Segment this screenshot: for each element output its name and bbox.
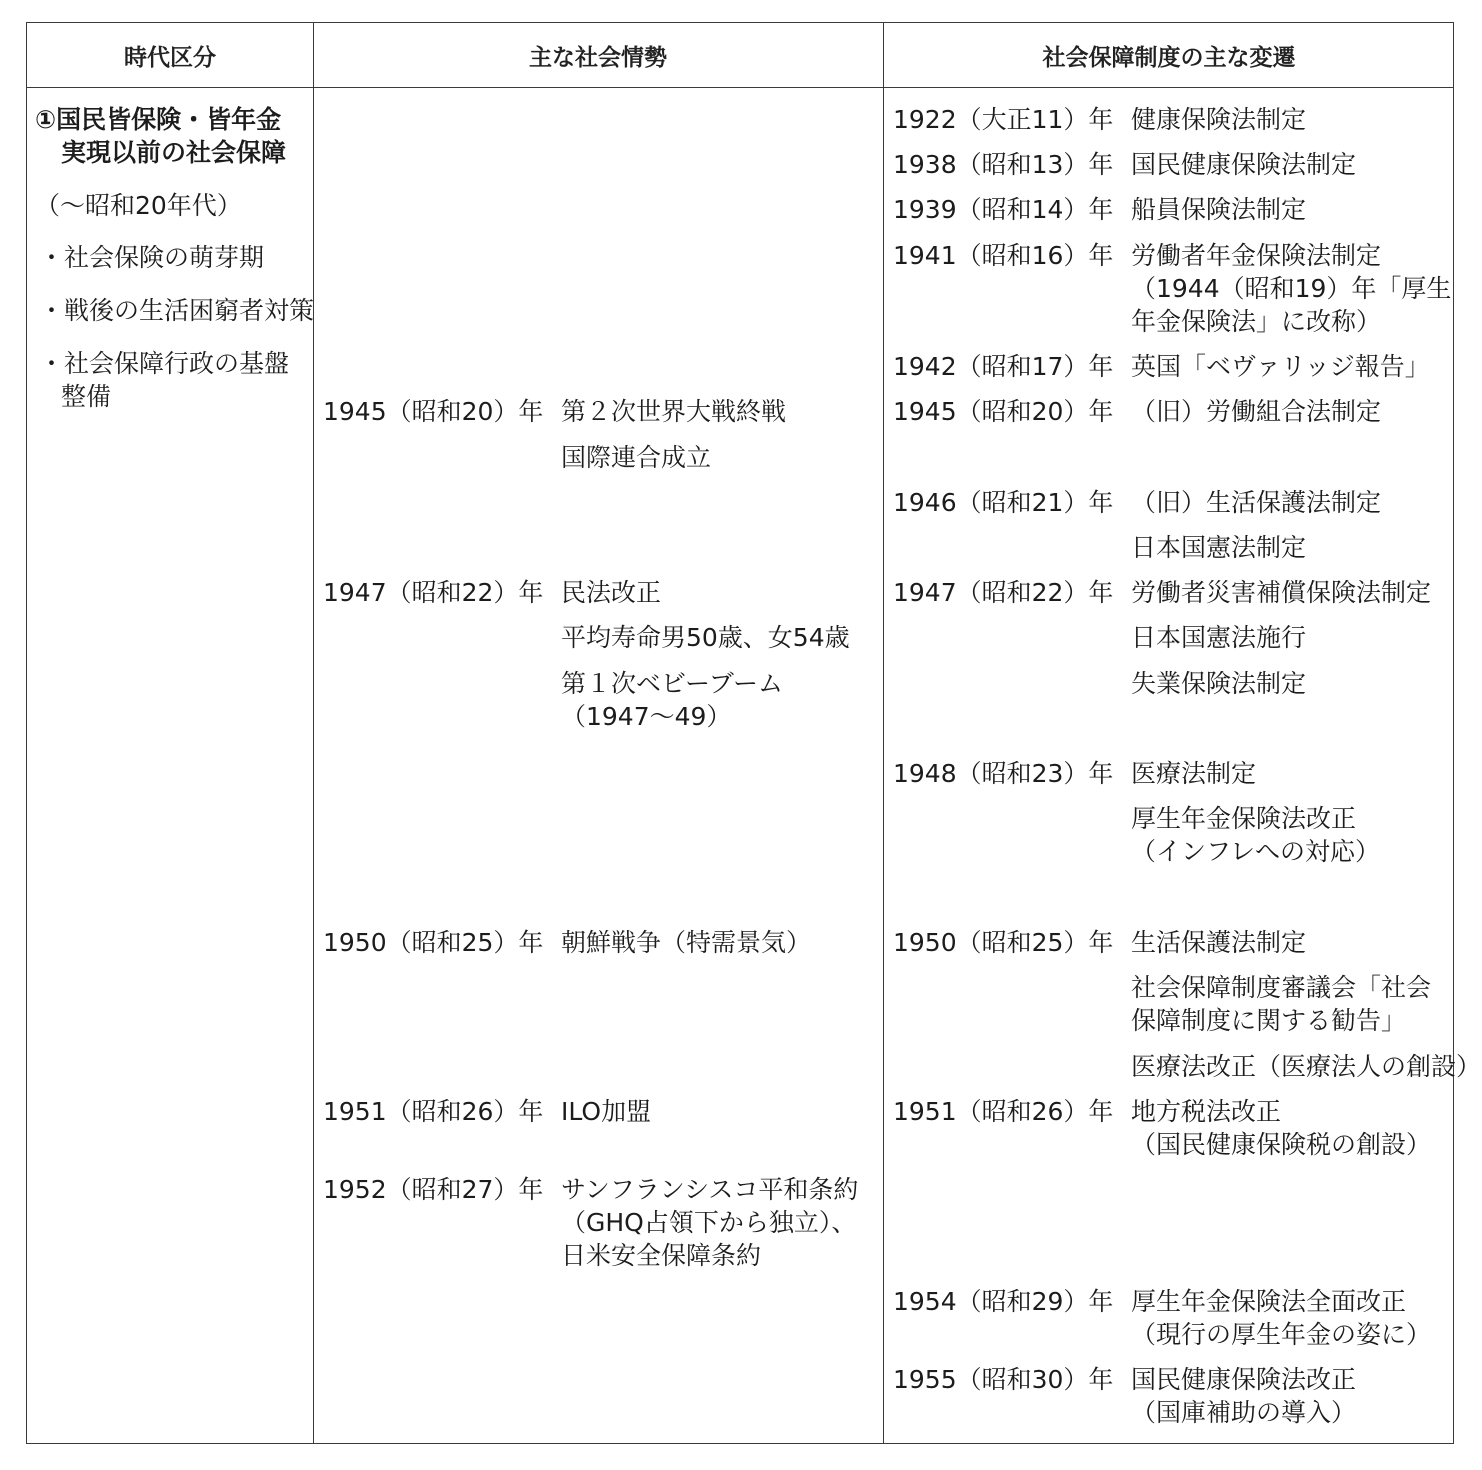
system-event: 医療法制定 <box>1131 759 1257 788</box>
system-event: 労働者年金保険法制定 <box>1131 241 1382 270</box>
system-event: 船員保険法制定 <box>1131 195 1307 224</box>
social-event: 第１次ベビーブーム <box>561 669 784 698</box>
header-social: 主な社会情勢 <box>529 44 667 71</box>
header-divider <box>27 87 1453 88</box>
system-event: 国民健康保険法改正 <box>1131 1365 1357 1394</box>
system-year: 1938（昭和13）年 <box>893 150 1114 179</box>
system-event: 生活保護法制定 <box>1131 928 1307 957</box>
social-year: 1951（昭和26）年 <box>323 1097 544 1126</box>
system-event: 労働者災害補償保険法制定 <box>1131 578 1432 607</box>
social-event: （1947～49） <box>561 702 732 731</box>
history-table <box>26 22 1482 1444</box>
system-event: （旧）生活保護法制定 <box>1131 488 1382 517</box>
era-bullet: ・社会保障行政の基盤 <box>39 349 290 378</box>
era-heading: ①国民皆保険・皆年金 <box>35 105 282 134</box>
social-event: 第２次世界大戦終戦 <box>561 397 787 426</box>
header-system: 社会保障制度の主な変遷 <box>1042 44 1296 71</box>
social-event: 朝鮮戦争（特需景気） <box>561 928 812 957</box>
system-year: 1947（昭和22）年 <box>893 578 1114 607</box>
system-year: 1946（昭和21）年 <box>893 488 1114 517</box>
system-event: 国民健康保険法制定 <box>1131 150 1357 179</box>
system-year: 1950（昭和25）年 <box>893 928 1114 957</box>
system-event: （旧）労働組合法制定 <box>1131 397 1382 426</box>
social-event: ILO加盟 <box>561 1097 652 1126</box>
social-event: 平均寿命男50歳、女54歳 <box>561 623 850 652</box>
system-event: 地方税法改正 <box>1131 1097 1282 1126</box>
social-event: 日米安全保障条約 <box>561 1241 762 1270</box>
social-event: サンフランシスコ平和条約 <box>561 1175 859 1204</box>
social-year: 1950（昭和25）年 <box>323 928 544 957</box>
column-divider <box>883 23 884 1443</box>
system-event: 厚生年金保険法全面改正 <box>1131 1287 1407 1316</box>
system-event: 年金保険法」に改称） <box>1131 307 1382 336</box>
system-event: 健康保険法制定 <box>1131 105 1307 134</box>
system-year: 1941（昭和16）年 <box>893 241 1114 270</box>
social-year: 1952（昭和27）年 <box>323 1175 544 1204</box>
social-year: 1947（昭和22）年 <box>323 578 544 607</box>
system-year: 1954（昭和29）年 <box>893 1287 1114 1316</box>
system-event: 保障制度に関する勧告」 <box>1131 1006 1407 1035</box>
system-event: 日本国憲法制定 <box>1131 533 1307 562</box>
system-event: （現行の厚生年金の姿に） <box>1131 1320 1432 1349</box>
system-year: 1939（昭和14）年 <box>893 195 1114 224</box>
era-bullet: ・社会保険の萌芽期 <box>39 243 265 272</box>
social-event: 民法改正 <box>561 578 662 607</box>
era-bullet-cont: 整備 <box>61 382 112 411</box>
system-year: 1942（昭和17）年 <box>893 352 1114 381</box>
system-event: （インフレへの対応） <box>1131 837 1381 866</box>
system-event: 社会保障制度審議会「社会 <box>1131 973 1432 1002</box>
era-range: （～昭和20年代） <box>35 191 242 220</box>
system-year: 1955（昭和30）年 <box>893 1365 1114 1394</box>
header-period: 時代区分 <box>124 44 216 71</box>
social-event: （GHQ占領下から独立）、 <box>561 1208 857 1237</box>
column-divider <box>313 23 314 1443</box>
system-event: 日本国憲法施行 <box>1131 623 1307 652</box>
system-year: 1951（昭和26）年 <box>893 1097 1114 1126</box>
system-event: （国庫補助の導入） <box>1131 1398 1357 1427</box>
era-heading-cont: 実現以前の社会保障 <box>61 138 287 167</box>
system-event: （国民健康保険税の創設） <box>1131 1130 1432 1159</box>
social-event: 国際連合成立 <box>561 443 712 472</box>
era-bullet: ・戦後の生活困窮者対策 <box>39 296 315 325</box>
system-event: （1944（昭和19）年「厚生 <box>1131 274 1452 303</box>
social-year: 1945（昭和20）年 <box>323 397 544 426</box>
system-year: 1922（大正11）年 <box>893 105 1114 134</box>
system-event: 英国「ベヴァリッジ報告」 <box>1131 352 1430 381</box>
system-year: 1945（昭和20）年 <box>893 397 1114 426</box>
system-event: 厚生年金保険法改正 <box>1131 804 1357 833</box>
system-year: 1948（昭和23）年 <box>893 759 1114 788</box>
system-event: 失業保険法制定 <box>1131 669 1307 698</box>
system-event: 医療法改正（医療法人の創設） <box>1131 1052 1482 1081</box>
